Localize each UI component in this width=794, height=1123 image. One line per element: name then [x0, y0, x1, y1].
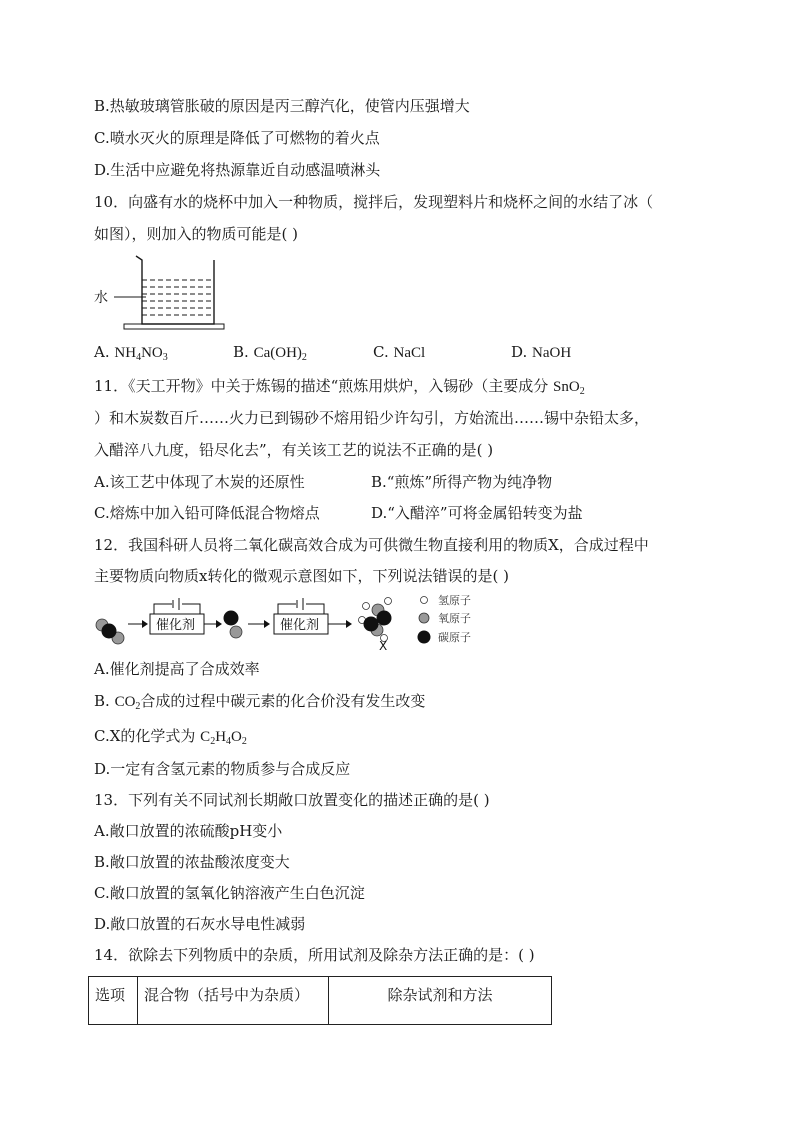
- q13-option-a: A.敞口放置的浓硫酸pH变小: [94, 822, 283, 840]
- catalyst-label-2: 催化剂: [280, 618, 320, 633]
- q10-stem-line1: 10．向盛有水的烧杯中加入一种物质，搅拌后，发现塑料片和烧杯之间的水结了冰（: [94, 193, 654, 211]
- legend-carbon-swatch: [418, 631, 431, 644]
- q9-option-b: B.热敏玻璃管胀破的原因是丙三醇汽化，使管内压强增大: [94, 97, 470, 115]
- legend-oxygen-swatch: [419, 613, 429, 623]
- q12-option-a: A.催化剂提高了合成效率: [94, 660, 260, 678]
- q13-option-b: B.敞口放置的浓盐酸浓度变大: [94, 853, 290, 871]
- q11-stem-line3: 入醋淬八九度，铅尽化去”，有关该工艺的说法不正确的是( ): [94, 441, 494, 459]
- header-option: 选项: [89, 977, 138, 1025]
- header-mixture: 混合物（括号中为杂质）: [138, 977, 329, 1025]
- q11-option-c: C.熔炼中加入铅可降低混合物熔点: [94, 504, 320, 522]
- beaker-figure: [90, 250, 230, 332]
- q13-option-d: D.敞口放置的石灰水导电性减弱: [94, 915, 306, 933]
- legend-hydrogen-label: 氢原子: [438, 594, 471, 607]
- q12-option-d: D.一定有含氢元素的物质参与合成反应: [94, 760, 351, 778]
- legend-oxygen-label: 氧原子: [438, 612, 471, 625]
- header-method: 除杂试剂和方法: [329, 977, 552, 1025]
- micro-diagram: [90, 592, 490, 656]
- q9-option-c: C.喷水灭火的原理是降低了可燃物的着火点: [94, 129, 380, 147]
- beaker: [136, 256, 214, 324]
- table-header-row: [89, 977, 552, 1025]
- q9-option-d: D.生活中应避免将热源靠近自动感温喷淋头: [94, 161, 381, 179]
- q12-option-c: C.X的化学式为 $C_2H_4O_2$: [94, 727, 247, 747]
- q11-option-d: D.“入醋淬”可将金属铅转变为盐: [371, 504, 583, 522]
- q12-stem-line2: 主要物质向物质x转化的微观示意图如下，下列说法错误的是( ): [94, 567, 509, 585]
- plastic-sheet: [124, 324, 224, 329]
- legend-hydrogen-swatch: [421, 597, 428, 604]
- legend-carbon-label: 碳原子: [438, 631, 471, 644]
- q11-stem-line1: 11．《天工开物》中关于炼锡的描述“煎炼用烘炉，入锡砂（主要成分 SnO$_2$: [94, 377, 585, 397]
- q12-stem-line1: 12．我国科研人员将二氧化碳高效合成为可供微生物直接利用的物质X，合成过程中: [94, 536, 649, 554]
- q10-option-d: D. NaOH: [511, 343, 572, 361]
- catalyst-label-1: 催化剂: [156, 618, 196, 633]
- q13-stem: 13．下列有关不同试剂长期敞口放置变化的描述正确的是( ): [94, 791, 490, 809]
- q11-option-b: B.“煎炼”所得产物为纯净物: [371, 473, 553, 491]
- q12-option-b: B. $CO_2$合成的过程中碳元素的化合价没有发生改变: [94, 692, 426, 712]
- q10-option-c: C. NaCl: [373, 343, 426, 361]
- q11-stem-line2: ）和木炭数百斤……火力已到锡砂不熔用铅少许勾引，方始流出……锡中杂铅太多，: [94, 409, 650, 427]
- q10-stem-line2: 如图），则加入的物质可能是( ): [94, 225, 298, 243]
- q10-option-b: B. $Ca(OH)_2$: [233, 343, 307, 363]
- water-label: 水: [94, 290, 108, 306]
- q14-stem: 14．欲除去下列物质中的杂质，所用试剂及除杂方法正确的是：( ): [94, 946, 535, 964]
- q13-option-c: C.敞口放置的氢氧化钠溶液产生白色沉淀: [94, 884, 365, 902]
- q10-option-a: A. $NH_4NO_3$: [94, 343, 168, 363]
- q14-table: [88, 976, 552, 1025]
- x-label: X: [379, 639, 388, 653]
- q11-option-a: A.该工艺中体现了木炭的还原性: [94, 473, 305, 491]
